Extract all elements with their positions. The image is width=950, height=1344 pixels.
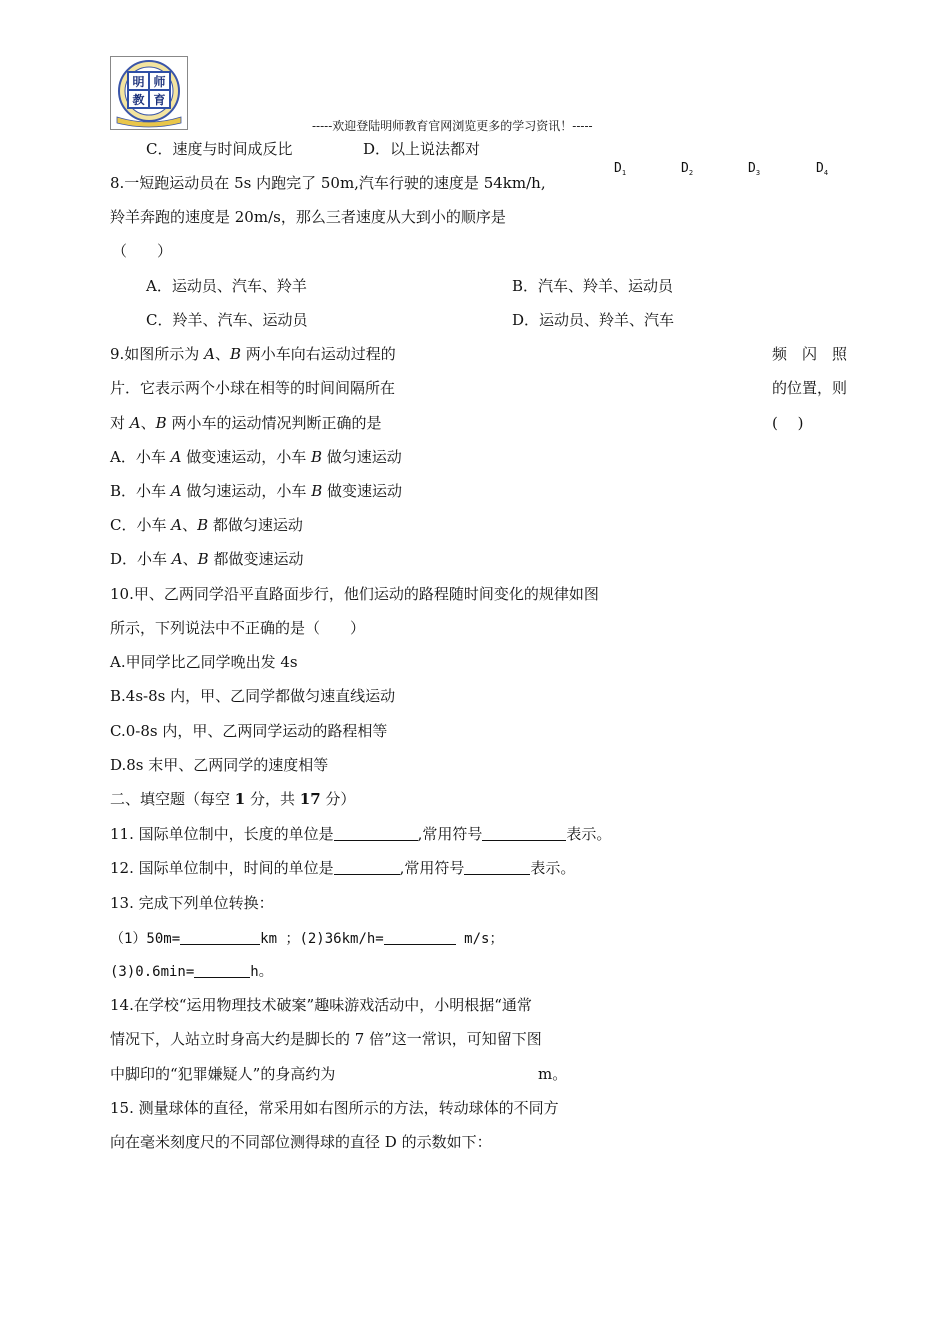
- q9-option-a: A．小车 A 做变速运动，小车 B 做匀速运动: [110, 448, 402, 466]
- q14-line1: 14.在学校“运用物理技术破案”趣味游戏活动中，小明根据“通常: [110, 996, 532, 1014]
- q11-blank-1[interactable]: [334, 827, 418, 841]
- q9-answer-bracket: ( ): [772, 414, 804, 432]
- figure-label-d2: $D_2$: [681, 161, 694, 177]
- q14-line3: 中脚印的“犯罪嫌疑人”的身高约为: [110, 1065, 336, 1083]
- q14-unit: m。: [538, 1065, 568, 1083]
- q12-blank-2[interactable]: [464, 861, 530, 875]
- q8-line3: （ ）: [112, 242, 173, 260]
- q9-line3: 对 A、B 两小车的运动情况判断正确的是: [110, 414, 382, 432]
- logo-char-yu: 育: [153, 93, 166, 107]
- q7-option-d: D．以上说法都对: [363, 140, 481, 158]
- header-note: -----欢迎登陆明师教育官网浏览更多的学习资讯！-----: [312, 119, 593, 133]
- q8-line1: 8.一短跑运动员在 5s 内跑完了 50m,汽车行驶的速度是 54km/h,: [110, 174, 546, 192]
- q7-option-c: C．速度与时间成反比: [146, 140, 293, 158]
- q8-option-a: A．运动员、汽车、羚羊: [146, 277, 307, 295]
- q11-blank-2[interactable]: [482, 827, 566, 841]
- q13-title: 13. 完成下列单位转换：: [110, 894, 274, 912]
- logo-char-ming: 明: [132, 75, 145, 89]
- q9-option-c: C．小车 A、B 都做匀速运动: [110, 516, 303, 534]
- q8-option-c: C．羚羊、汽车、运动员: [146, 311, 308, 329]
- q10-option-d: D.8s 末甲、乙两同学的速度相等: [110, 756, 329, 774]
- school-logo: [110, 56, 188, 130]
- q8-option-b: B．汽车、羚羊、运动员: [512, 277, 674, 295]
- logo-emblem-icon: [111, 57, 187, 129]
- q13-blank-1[interactable]: [180, 931, 260, 945]
- figure-label-d3: $D_3$: [748, 161, 761, 177]
- q9-line1: 9.如图所示为 A、B 两小车向右运动过程的: [110, 345, 396, 363]
- figure-label-d1: $D_1$: [614, 161, 627, 177]
- q13-part1: （1）50m= km ；(2)36km/h= m/s；: [110, 931, 504, 947]
- q8-option-d: D．运动员、羚羊、汽车: [512, 311, 675, 329]
- q9-line2: 片．它表示两个小球在相等的时间间隔所在: [110, 379, 396, 397]
- q14-line2: 情况下，人站立时身高大约是脚长的 7 倍”这一常识，可知留下图: [110, 1030, 542, 1048]
- q10-line2: 所示，下列说法中不正确的是（ ）: [110, 619, 366, 637]
- q9-option-d: D．小车 A、B 都做变速运动: [110, 550, 304, 568]
- logo-char-jiao: 教: [132, 93, 145, 107]
- q12: 12. 国际单位制中，时间的单位是 ,常用符号 表示。: [110, 859, 576, 877]
- q13-part2: (3)0.6min= h。: [110, 964, 273, 980]
- q15-line2: 向在毫米刻度尺的不同部位测得球的直径 D 的示数如下：: [110, 1133, 492, 1151]
- section2-heading: 二、填空题（每空 1 分，共 17 分）: [110, 790, 356, 808]
- q10-option-c: C.0-8s 内，甲、乙两同学运动的路程相等: [110, 722, 388, 740]
- q10-option-a: A.甲同学比乙同学晚出发 4s: [110, 653, 298, 671]
- logo-char-shi: 师: [153, 75, 166, 89]
- q9-line1-right: 频 闪 照: [772, 345, 848, 363]
- q12-blank-1[interactable]: [334, 861, 400, 875]
- q9-line2-right: 的位置，则: [772, 379, 848, 397]
- q11: 11. 国际单位制中，长度的单位是 ,常用符号 表示。: [110, 825, 612, 843]
- q13-blank-3[interactable]: [194, 964, 250, 978]
- q10-line1: 10.甲、乙两同学沿平直路面步行，他们运动的路程随时间变化的规律如图: [110, 585, 599, 603]
- figure-label-d4: $D_4$: [816, 161, 829, 177]
- q10-option-b: B.4s-8s 内，甲、乙同学都做匀速直线运动: [110, 687, 396, 705]
- q8-line2: 羚羊奔跑的速度是 20m/s，那么三者速度从大到小的顺序是: [110, 208, 506, 226]
- q9-option-b: B．小车 A 做匀速运动，小车 B 做变速运动: [110, 482, 402, 500]
- q15-line1: 15. 测量球体的直径，常采用如右图所示的方法，转动球体的不同方: [110, 1099, 559, 1117]
- q13-blank-2[interactable]: [384, 931, 456, 945]
